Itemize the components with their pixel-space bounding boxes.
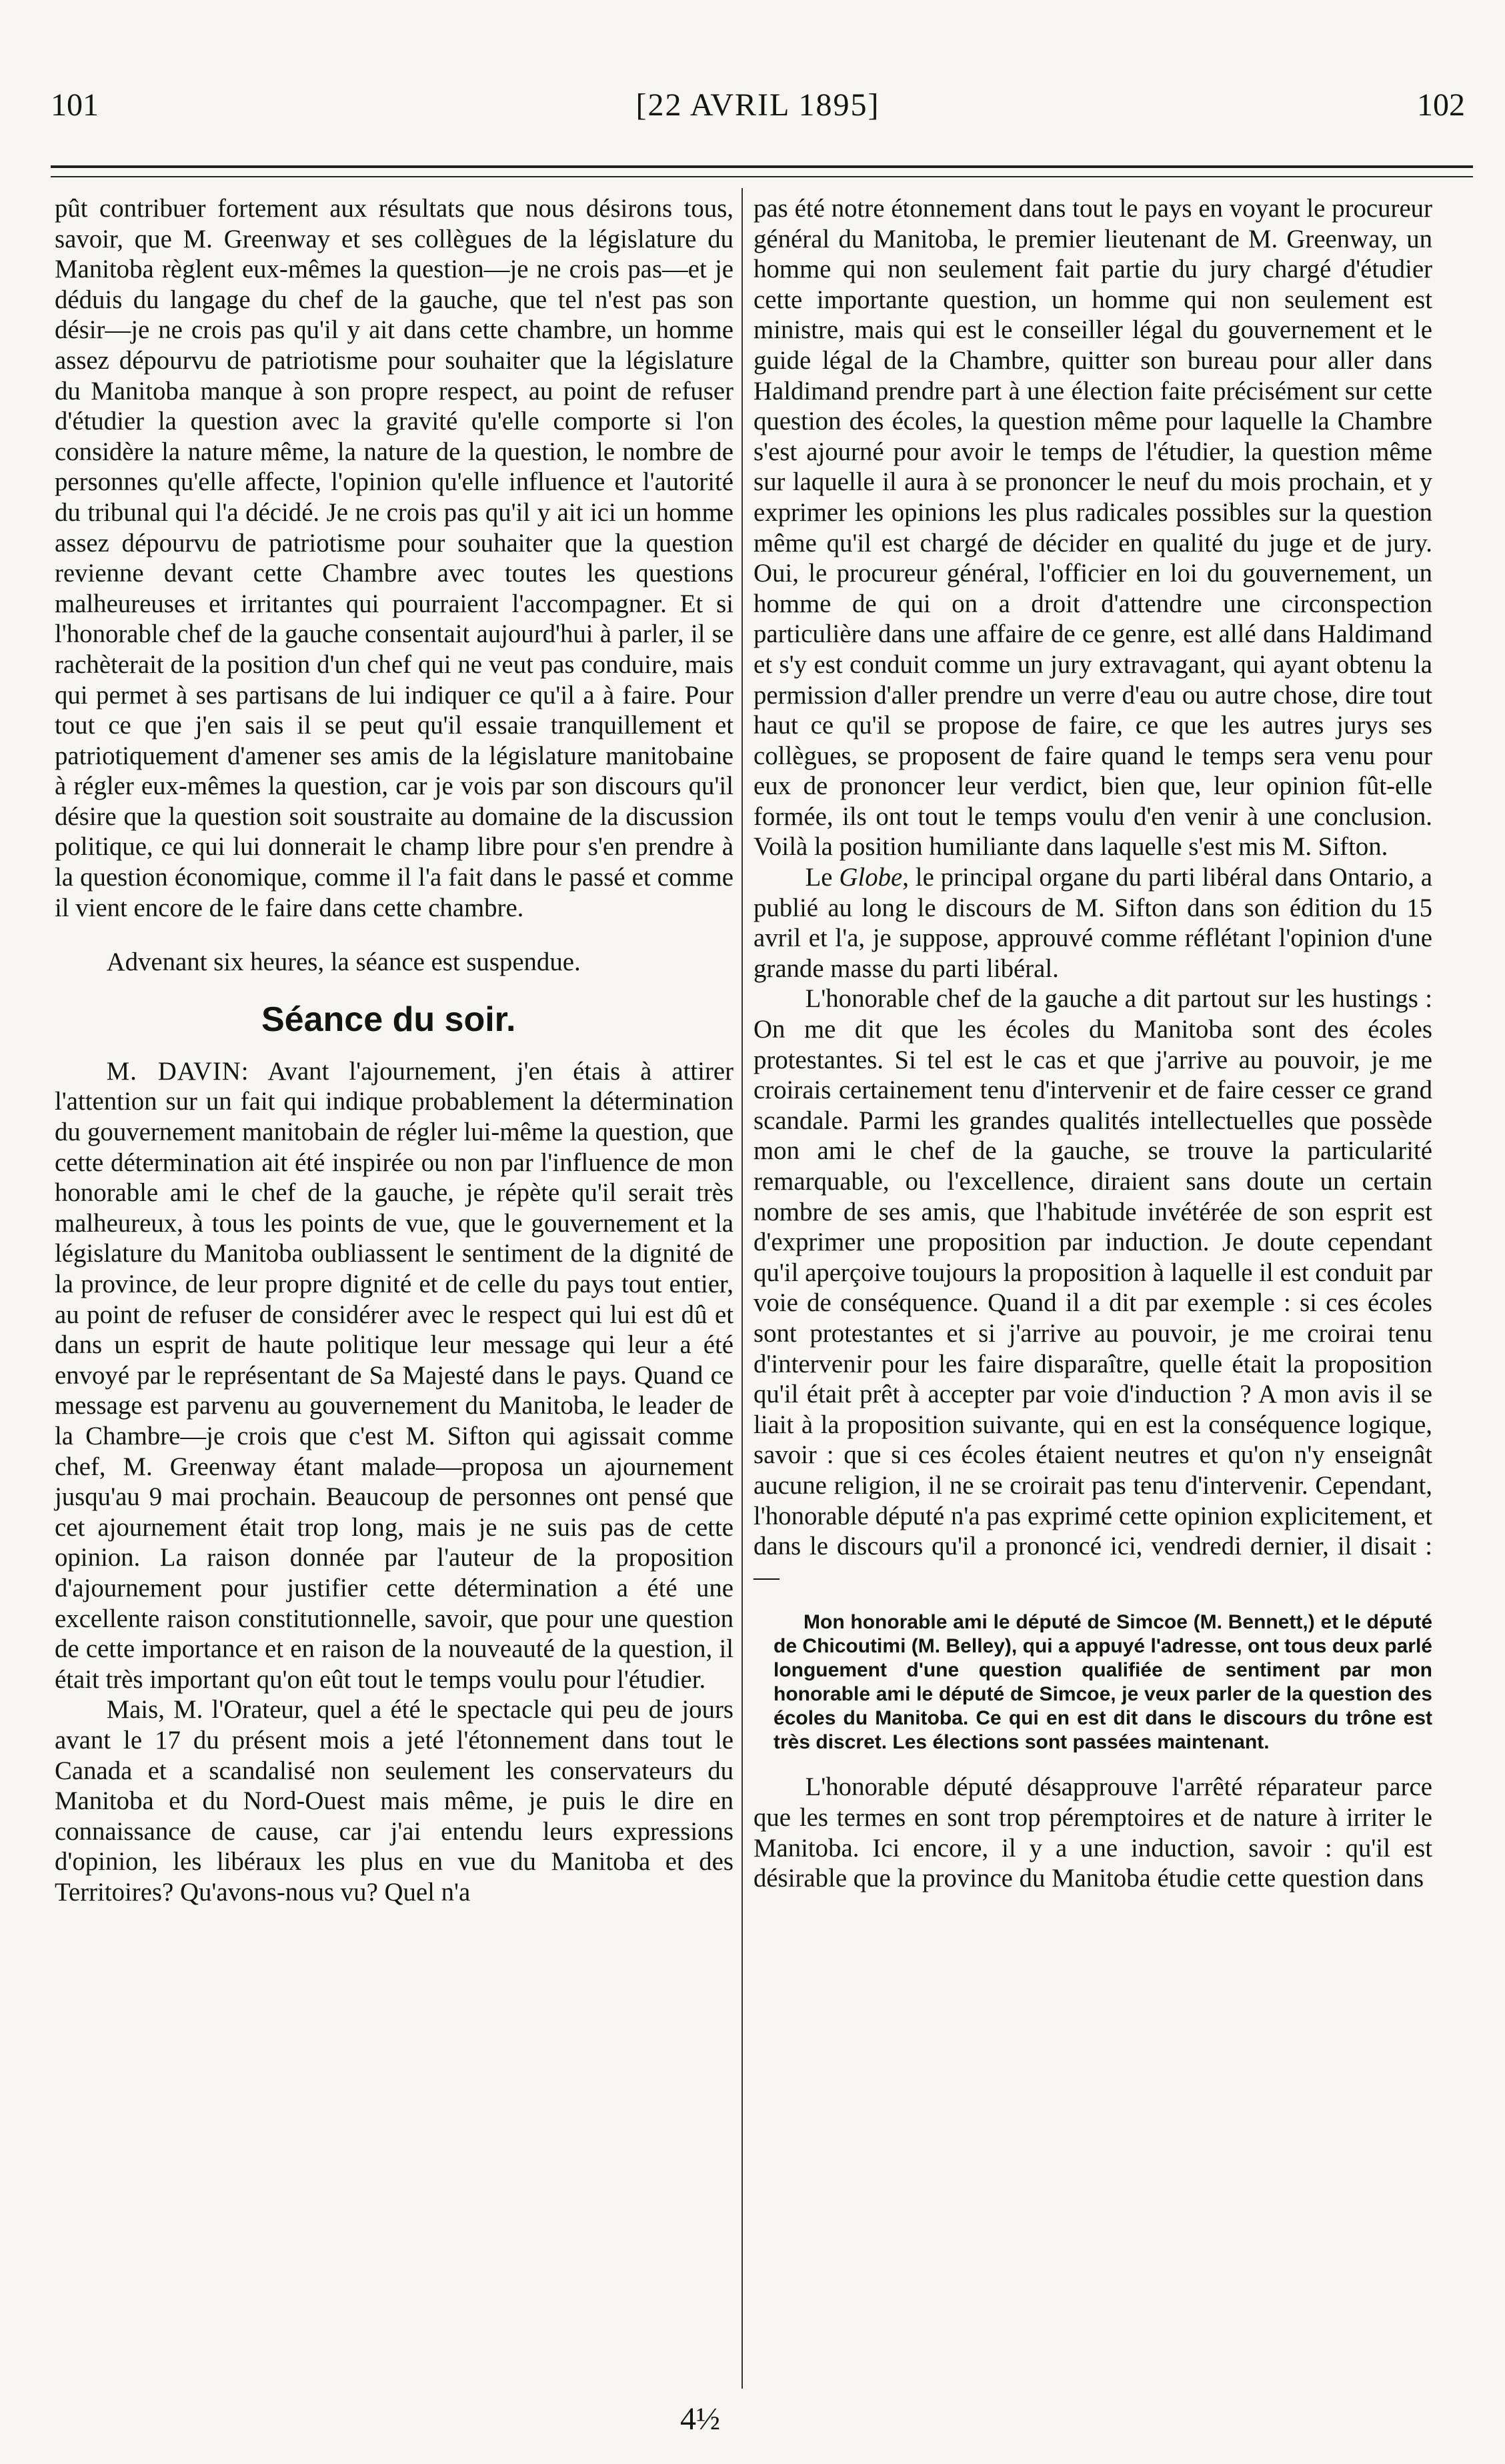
header-rule-thin [51,176,1473,177]
page-header [51,87,1465,140]
paragraph-text: Avant l'ajournement, j'en étais à attirer l'attention sur un fait qui indique probablement la détermination du gouvernement manitobain de régler lui-même la question, que cette détermination ait été inspirée ou non par l'influence de mon honorable ami le chef de la gauche, je répète qu'il serait très malheureux, à tous les points de vue, que le gouvernement et la législature du Manitoba oubliassent le sentiment de la dignité de la province, de leur propre dignité et de celle du pays tout entier, au point de refuser de considérer avec le respect qui lui est dû et dans un esprit de haute politique leur message qui leur a été envoyé par le représentant de Sa Majesté dans le pays. Quand ce message est parvenu au gouvernement du Manitoba, le leader de la Chambre—je crois que c'est M. Sifton qui agissait comme chef, M. Greenway étant malade—proposa un ajournement jusqu'au 9 mai prochain. Beaucoup de personnes ont pensé que cet ajournement était trop long, mais je ne suis pas de cette opinion. La raison donnée par l'auteur de la proposition d'ajournement pour justifier cette détermination a été une excellente raison constitutionnelle, savoir, que pour une question de cette importance et en raison de la nouveauté de la question, il était très important qu'on eût tout le temps voulu pour l'étudier. [55,1056,733,1694]
paragraph-davin [55,1056,733,1694]
page-number-right: 102 [1417,87,1465,123]
section-title: Séance du soir. [261,1000,516,1039]
paragraph: L'honorable député désapprouve l'arrêté réparateur parce que les termes en sont trop péremptoires et de nature à irriter le Manitoba. Ici encore, il y a une induction, savoir : qu'il est désirable que la province du Manitoba étudie cette question dans [754,1772,1432,1893]
header-rule-thick [51,165,1473,168]
speaker-name: M. DAVIN: [106,1056,249,1086]
right-column [754,193,1432,1894]
page-number-left: 101 [51,87,99,123]
paragraph: pas été notre étonnement dans tout le pays en voyant le procureur général du Manitoba, le premier lieutenant de M. Greenway, un homme qui non seulement fait partie du jury chargé d'étudier cette importante question, un homme qui non seulement est ministre, mais qui est le conseiller légal du gouvernement et le guide légal de la Chambre, quitter son bureau pour aller dans Haldimand prendre part à une élection faite précisément sur cette question des écoles, la question même pour laquelle la Chambre s'est ajourné pour avoir le temps de l'étudier, la question même sur laquelle il aura à se prononcer le neuf du mois prochain, et y exprimer les opinions les plus radicales possibles sur la question même qu'il est chargé de décider en qualité du juge et de jury. Oui, le procureur général, l'officier en loi du gouvernement, un homme de qui on a droit d'attendre une circonspection particulière dans une affaire de ce genre, est allé dans Haldimand et s'y est conduit comme un jury extravagant, qui ayant obtenu la permission d'aller prendre un verre d'eau ou autre chose, dire tout haut ce qu'il se propose de faire, ce que les autres jurys ses collègues, se proposent de faire quand le temps sera venu pour eux de prononcer leur verdict, bien que, leur opinion fût-elle formée, ils ont tout le temps voulu d'en venir à une conclusion. Voilà la position humiliante dans laquelle s'est mis M. Sifton. [754,194,1432,862]
newspaper-name: Globe [839,863,903,892]
paragraph: Mais, M. l'Orateur, quel a été le spectacle qui peu de jours avant le 17 du présent mois a jeté l'étonnement dans tout le Canada et a scandalisé non seulement les conservateurs du Manitoba et du Nord-Ouest mais même, je puis le dire en connaissance de cause, car j'ai entendu leurs expressions d'opinion, les libéraux les plus en vue du Manitoba et des Territoires? Qu'avons-nous vu? Quel n'a [55,1695,733,1907]
column-divider [741,188,743,2389]
paragraph: L'honorable chef de la gauche a dit partout sur les hustings : On me dit que les écoles du Manitoba sont des écoles protestantes. Si tel est le cas et que j'arrive au pouvoir, je me croirais certainement tenu d'intervenir et de faire cesser ce grand scandale. Parmi les grandes qualités intellectuelles que possède mon ami le chef de la gauche, se trouve la particularité remarquable, ou l'excellence, diraient sans doute un certain nombre de ses amis, que l'habitude invétérée de son esprit est d'exprimer une proposition par induction. Je doute cependant qu'il aperçoive toujours la proposition à laquelle il est conduit par voie de conséquence. Quand il a dit par exemple : si ces écoles sont protestantes et si j'arrive au pouvoir, je me croirai tenu d'intervenir pour les faire disparaître, quelle était la proposition qu'il était prêt à accepter par voie d'induction ? A mon avis il se liait à la proposition suivante, qui en est la conséquence logique, savoir : que si ces écoles étaient neutres et qu'on n'y enseignât aucune religion, il ne se croirait pas tenu d'intervenir. Cependant, l'honorable député n'a pas exprimé cette opinion explicitement, et dans le discours qu'il a prononcé ici, vendredi dernier, il disait :— [754,984,1432,1591]
block-quote [774,1610,1432,1754]
paragraph-globe: Le Globe, le principal organe du parti libéral dans Ontario, a publié au long le discours de M. Sifton dans son édition du 15 avril et l'a, je suppose, approuvé comme réflétant l'opinion d'une grande masse du parti libéral. [754,863,1432,983]
paragraph-adjournment: Advenant six heures, la séance est suspendue. [106,948,581,977]
quote-text: Mon honorable ami le député de Simcoe (M. Bennett,) et le député de Chicoutimi (M. Belley), qui a appuyé l'adresse, ont tous deux parlé longuement d'une question qualifiée de sentiment par mon honorable ami le député de Simcoe, je veux parler de la question des écoles du Manitoba. Ce qui en est dit dans le discours du trône est très discret. Les élections sont passées maintenant. [774,1611,1432,1754]
sheet-signature: 4½ [680,2401,720,2437]
page-date-title: [22 AVRIL 1895] [635,87,880,123]
paragraph: pût contribuer fortement aux résultats que nous désirons tous, savoir, que M. Greenway et ses collègues de la législature du Manitoba règlent eux-mêmes la question—je ne crois pas—et je déduis du langage du chef de la gauche, que tel n'est pas son désir—je ne crois pas qu'il y ait dans cette chambre, un homme assez dépourvu de patriotisme pour souhaiter que la législature du Manitoba manque à son propre respect, au point de refuser d'étudier la question avec la gravité qu'elle comporte si l'on considère la nature même, la nature de la question, le nombre de personnes qu'elle affecte, l'opinion qu'elle influence et l'autorité du tribunal qui l'a décidé. Je ne crois pas qu'il y ait ici un homme assez dépourvu de patriotisme pour souhaiter que la question revienne devant cette Chambre avec toutes les questions malheureuses et irritantes qui pourraient l'accompagner. Et si l'honorable chef de la gauche consentait aujourd'hui à parler, il se rachèterait de la position d'un chef qui ne veut pas conduire, mais qui permet à ses partisans de lui indiquer ce qu'il a à faire. Pour tout ce que j'en sais il se peut qu'il essaie tranquillement et patriotiquement d'amener ses amis de la législature manitobaine à régler eux-mêmes la question, car je vois par son discours qu'il désire que la question soit soustraite au domaine de la discussion politique, ce qui lui donnerait le champ libre pour s'en prendre à la question économique, comme il l'a fait dans le passé et comme il vient encore de le faire dans cette chambre. [55,194,733,922]
left-column [55,193,733,1907]
